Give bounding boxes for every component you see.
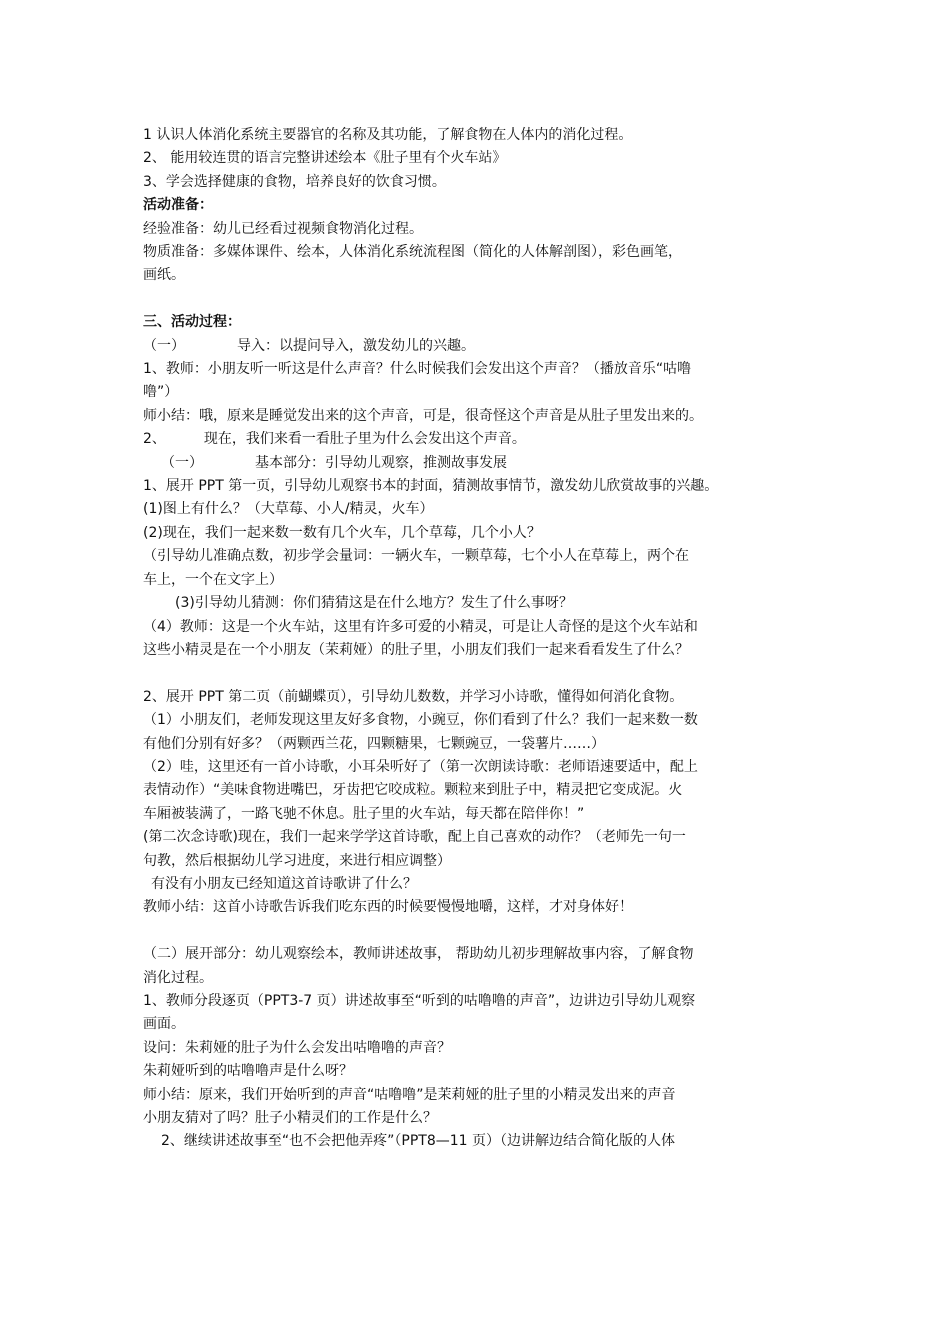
ppt1-item-c-line-2: 车上，一个在文字上） [143, 571, 283, 588]
goal-3: 3、学会选择健康的食物，培养良好的饮食习惯。 [143, 173, 446, 190]
ppt2-item-c-line-1: (第二次念诗歌)现在，我们一起来学学这首诗歌，配上自己喜欢的动作？（老师先一句一 [143, 829, 686, 846]
intro-text: 导入：以提问导入，激发幼儿的兴趣。 [237, 337, 475, 354]
intro-line [143, 335, 823, 358]
prep-material-line-1: 物质准备：多媒体课件、绘本，人体消化系统流程图（简化的人体解剖图），彩色画笔， [143, 244, 682, 261]
expand-step-1-line-1: 1、教师分段逐页（PPT3-7 页）讲述故事至“听到的咕噜噜的声音”，边讲边引导幼儿观察 [143, 992, 696, 1009]
question-2-line [143, 428, 823, 451]
summary-1: 师小结：哦，原来是睡觉发出来的这个声音，可是，很奇怪这个声音是从肚子里发出来的。 [143, 407, 703, 424]
ppt2-item-a-line-2: 有他们分别有好多？（两颗西兰花，四颗糖果，七颗豌豆，一袋薯片……） [143, 735, 605, 752]
ppt2-item-c-line-2: 句教，然后根据幼儿学习进度，来进行相应调整） [143, 852, 451, 869]
question-1-line-1: 1、教师：小朋友听一听这是什么声音？什么时候我们会发出这个声音？（播放音乐“咕噜 [143, 361, 692, 378]
ppt2-step: 2、展开 PPT 第二页（前蝴蝶页），引导幼儿数数，并学习小诗歌，懂得如何消化食物。 [143, 688, 684, 705]
ppt2-item-b-line-3: 车厢被装满了，一路飞驰不休息。肚子里的火车站，每天都在陪伴你！” [143, 805, 585, 822]
blank-line [143, 288, 823, 311]
basic-part-number: （一） [161, 454, 203, 471]
prep-experience: 经验准备：幼儿已经看过视频食物消化过程。 [143, 220, 423, 237]
goal-2: 2、 能用较连贯的语言完整讲述绘本《肚子里有个火车站》 [143, 150, 507, 167]
expand-step-2: 2、继续讲述故事至“也不会把他弄疼”（PPT8—11 页）（边讲解边结合简化版的人体 [161, 1133, 676, 1150]
ppt2-item-b-line-2: 表情动作）“美味食物进嘴巴，牙齿把它咬成粒。颗粒来到肚子中，精灵把它变成泥。火 [143, 782, 683, 799]
ppt1-item-b: (2)现在，我们一起来数一数有几个火车，几个草莓，几个小人？ [143, 524, 541, 541]
ppt2-item-a-line-1: （1）小朋友们，老师发现这里友好多食物，小豌豆，你们看到了什么？我们一起来数一数 [143, 712, 698, 729]
expand-part-line-2: 消化过程。 [143, 969, 213, 986]
ppt1-item-e-line-1: （4）教师：这是一个火车站，这里有许多可爱的小精灵，可是让人奇怪的是这个火车站和 [143, 618, 698, 635]
ppt1-item-c-line-1: （引导幼儿准确点数，初步学会量词：一辆火车，一颗草莓，七个小人在草莓上，两个在 [143, 548, 689, 565]
intro-number: （一） [143, 337, 185, 354]
process-heading: 三、活动过程： [143, 314, 241, 331]
expand-part-line-1: （二）展开部分：幼儿观察绘本，教师讲述故事， 帮助幼儿初步理解故事内容，了解食物 [143, 946, 694, 963]
expand-summary-line-1: 师小结：原来，我们开始听到的声音“咕噜噜”是茉莉娅的肚子里的小精灵发出来的声音 [143, 1086, 676, 1103]
goal-1: 1 认识人体消化系统主要器官的名称及其功能，了解食物在人体内的消化过程。 [143, 127, 633, 143]
prep-heading: 活动准备： [143, 197, 213, 214]
ppt2-item-d: 有没有小朋友已经知道这首诗歌讲了什么？ [151, 875, 417, 892]
expand-step-1-line-2: 画面。 [143, 1016, 185, 1033]
question-1-line-2: 噜”） [143, 384, 179, 401]
ppt1-step: 1、展开 PPT 第一页，引导幼儿观察书本的封面，猜测故事情节，激发幼儿欣赏故事的兴趣。 [143, 478, 719, 495]
blank-line [143, 920, 823, 943]
document-page [143, 124, 823, 1154]
expand-summary-line-2: 小朋友猜对了吗？肚子小精灵们的工作是什么？ [143, 1110, 437, 1127]
ppt2-summary: 教师小结：这首小诗歌告诉我们吃东西的时候要慢慢地嚼，这样，才对身体好！ [143, 899, 633, 916]
prep-material-line-2: 画纸。 [143, 267, 185, 284]
basic-part-line [143, 452, 823, 475]
ppt1-item-e-line-2: 这些小精灵是在一个小朋友（茉莉娅）的肚子里，小朋友们我们一起来看看发生了什么？ [143, 641, 689, 658]
question-2-text: 现在，我们来看一看肚子里为什么会发出这个声音。 [203, 431, 526, 448]
ppt1-item-a: (1)图上有什么？（大草莓、小人/精灵，火车） [143, 501, 434, 518]
expand-question-1: 设问：朱莉娅的肚子为什么会发出咕噜噜的声音？ [143, 1039, 451, 1056]
basic-part-text: 基本部分：引导幼儿观察，推测故事发展 [255, 454, 507, 471]
ppt2-item-b-line-1: （2）哇，这里还有一首小诗歌，小耳朵听好了（第一次朗读诗歌：老师语速要适中，配上 [143, 758, 698, 775]
blank-line [143, 662, 823, 685]
expand-question-2: 朱莉娅听到的咕噜噜声是什么呀？ [143, 1063, 353, 1080]
question-2-number: 2、 [143, 431, 166, 448]
ppt1-item-d: (3)引导幼儿猜测：你们猜猜这是在什么地方？发生了什么事呀？ [175, 595, 573, 612]
